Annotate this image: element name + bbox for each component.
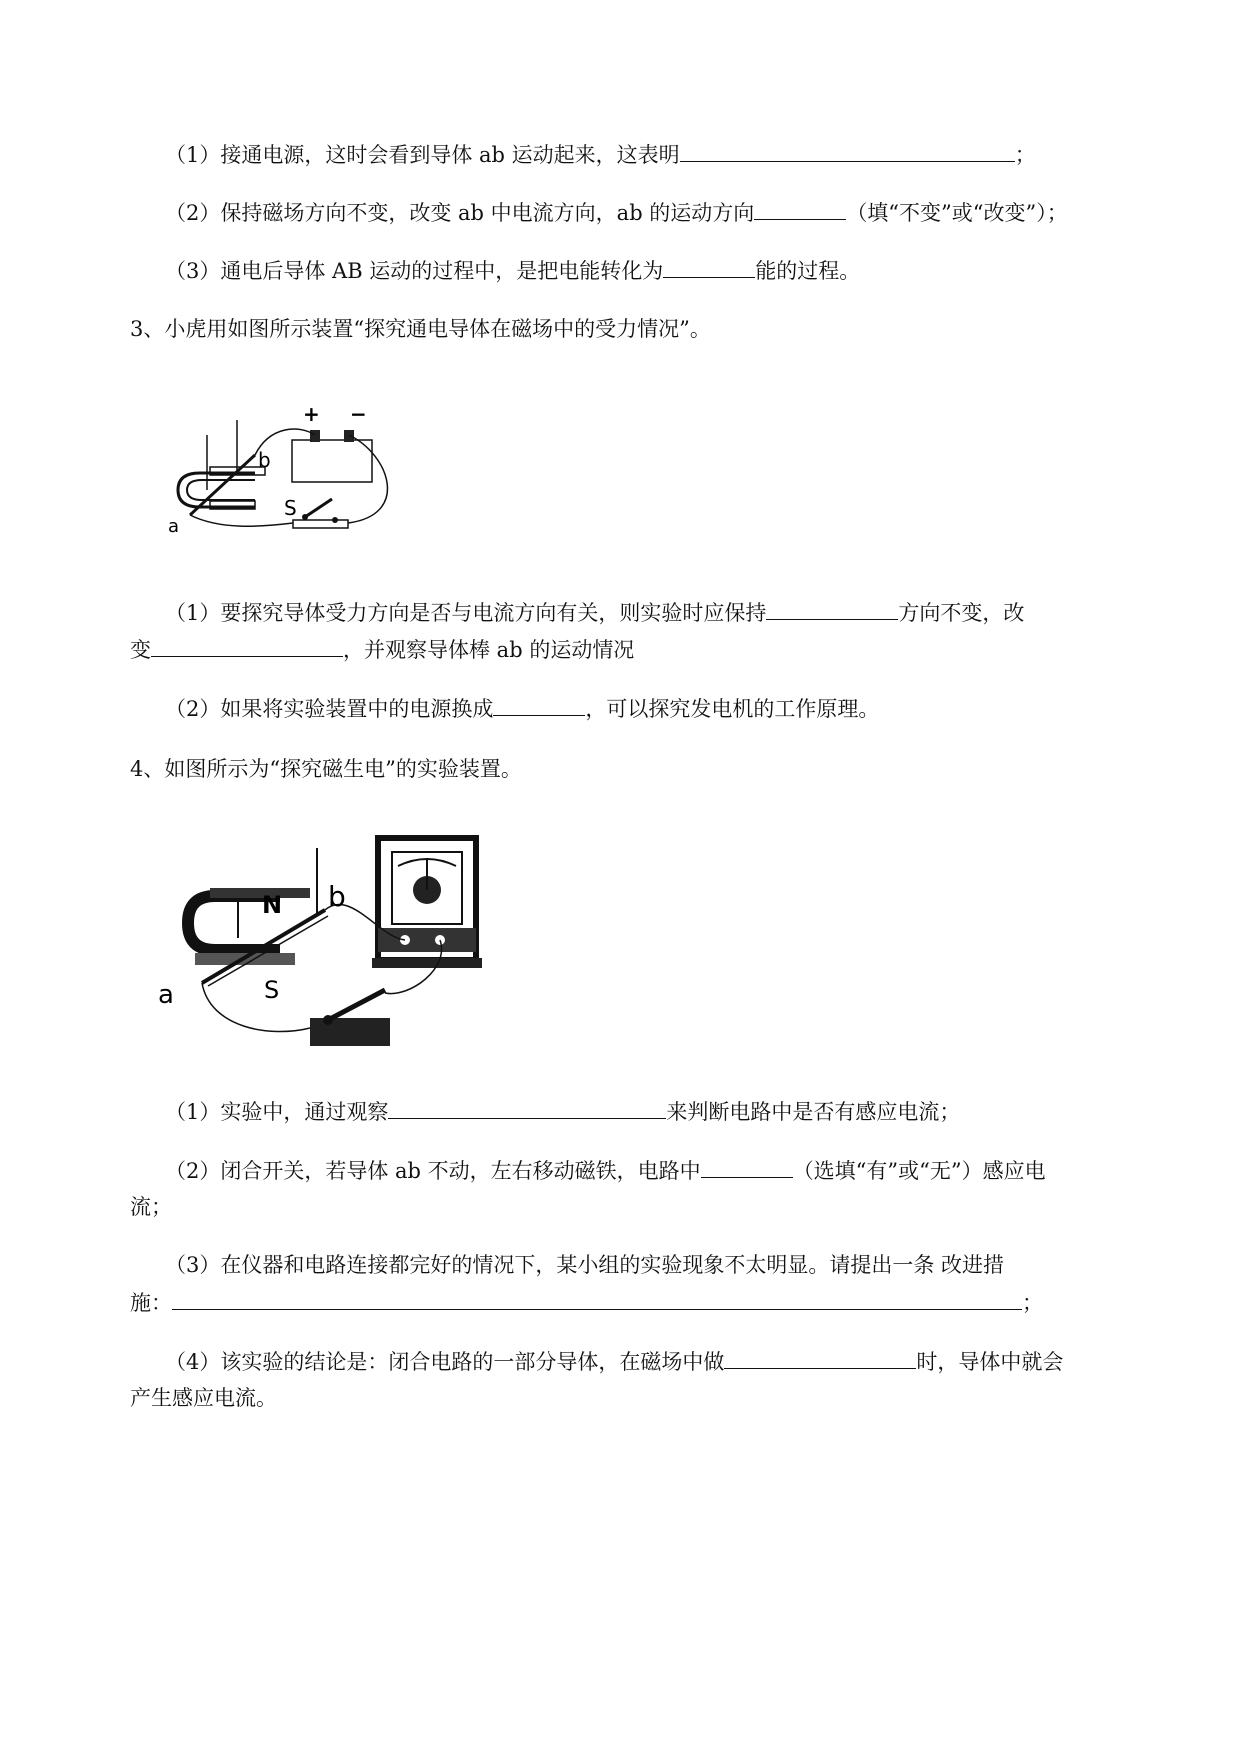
galvanometer (372, 838, 482, 968)
q4-item-4 (165, 1346, 1063, 1377)
q2-item-1-tail: ； (1014, 143, 1036, 167)
plus-label: + (303, 402, 320, 426)
q2-item-3-text: （3）通电后导体 AB 运动的过程中，是把电能转化为 (165, 259, 664, 283)
q3-figure (160, 395, 420, 545)
q2-item-2 (165, 197, 1068, 228)
q3-item-1-text: （1）要探究导体受力方向是否与电流方向有关，则实验时应保持 (165, 601, 767, 625)
q4-item-2-tail: （选填“有”或“无”）感应电 (792, 1159, 1046, 1183)
q4-item-2-text: （2）闭合开关，若导体 ab 不动，左右移动磁铁，电路中 (165, 1159, 701, 1183)
q3-item-1 (165, 597, 1024, 628)
answer-blank[interactable] (680, 139, 1015, 162)
answer-blank[interactable] (172, 1287, 1022, 1310)
q2-item-1 (165, 139, 1036, 170)
q3-item-1-cont (130, 634, 634, 665)
q4-item-1-tail: 来判断电路中是否有感应电流； (666, 1100, 961, 1124)
q4-item-1 (165, 1096, 960, 1127)
q2-item-1-text: （1）接通电源，这时会看到导体 ab 运动起来，这表明 (165, 143, 680, 167)
q4-item-2-cont: 流； (130, 1195, 172, 1219)
answer-blank[interactable] (701, 1155, 793, 1178)
label-n: N (262, 891, 283, 919)
answer-blank[interactable] (388, 1096, 666, 1119)
q4-item-1-text: （1）实验中，通过观察 (165, 1100, 389, 1124)
q4-item-3-cont-tail: ； (1022, 1291, 1043, 1315)
label-a: a (158, 980, 174, 1010)
q4-figure (150, 828, 490, 1058)
q4-item-4-cont: 产生感应电流。 (130, 1386, 277, 1410)
label-b: b (258, 448, 271, 472)
q4-item-3-cont-text: 施： (130, 1291, 172, 1315)
q2-item-3-tail: 能的过程。 (755, 259, 861, 283)
q4-item-3-cont (130, 1287, 1043, 1318)
q4-item-4-text: （4）该实验的结论是：闭合电路的一部分导体，在磁场中做 (165, 1350, 725, 1374)
answer-blank[interactable] (493, 693, 585, 716)
switch (310, 990, 390, 1046)
q4-title: 4、如图所示为“探究磁生电”的实验装置。 (130, 757, 522, 781)
q3-item-2 (165, 693, 879, 724)
q4-item-2 (165, 1155, 1046, 1186)
q2-item-2-tail: （填“不变”或“改变”）； (846, 201, 1068, 225)
label-s: S (264, 976, 280, 1004)
q3-title: 3、小虎用如图所示装置“探究通电导体在磁场中的受力情况”。 (130, 317, 711, 341)
q3-item-2-tail: ，可以探究发电机的工作原理。 (585, 697, 880, 721)
minus-label: − (350, 402, 367, 426)
q3-item-1-tail: 方向不变，改 (898, 601, 1025, 625)
q2-item-2-text: （2）保持磁场方向不变，改变 ab 中电流方向，ab 的运动方向 (165, 201, 755, 225)
answer-blank[interactable] (663, 255, 755, 278)
q3-item-1-cont-tail: ，并观察导体棒 ab 的运动情况 (343, 638, 635, 662)
answer-blank[interactable] (754, 197, 846, 220)
q4-item-4-tail: 时，导体中就会 (916, 1350, 1064, 1374)
q2-item-3 (165, 255, 860, 286)
answer-blank[interactable] (151, 634, 343, 657)
q3-item-2-text: （2）如果将实验装置中的电源换成 (165, 697, 494, 721)
q3-item-1-cont-text: 变 (130, 638, 151, 662)
label-b: b (328, 880, 346, 913)
q4-item-3: （3）在仪器和电路连接都完好的情况下，某小组的实验现象不太明显。请提出一条 改进措 (165, 1253, 1005, 1277)
label-s: S (284, 496, 297, 520)
answer-blank[interactable] (766, 597, 898, 620)
label-a: a (168, 516, 180, 537)
answer-blank[interactable] (724, 1346, 916, 1369)
